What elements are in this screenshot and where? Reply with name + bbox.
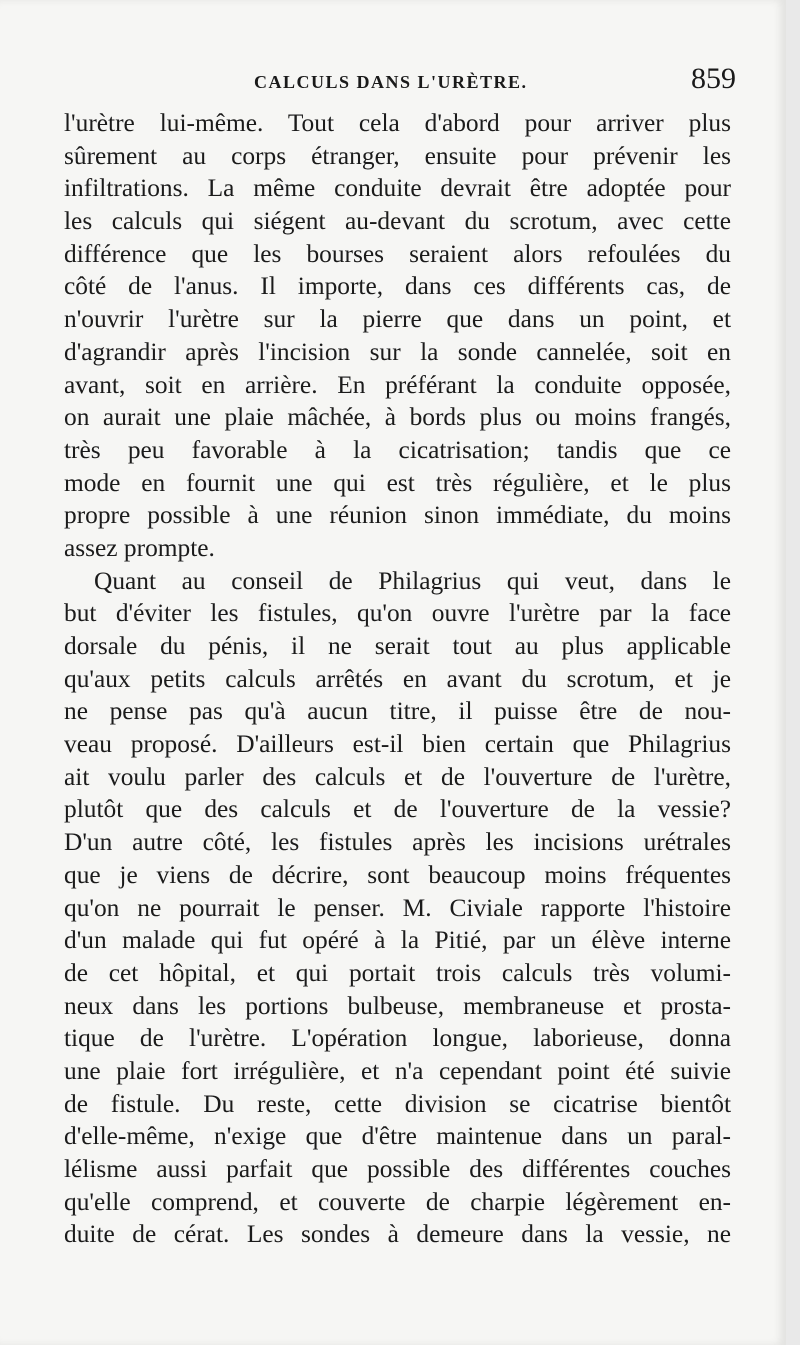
text-line: ne pense pas qu'à aucun titre, il puisse être de nou- — [64, 697, 731, 726]
text-line: les calculs qui siégent au-devant du scrotum, avec cette — [64, 207, 731, 236]
text-line: de fistule. Du reste, cette division se cicatrise bientôt — [64, 1089, 731, 1118]
text-line: but d'éviter les fistules, qu'on ouvre l'urètre par la face — [64, 599, 731, 628]
text-line: infiltrations. La même conduite devrait être adoptée pour — [64, 174, 731, 203]
text-line: qu'aux petits calculs arrêtés en avant du scrotum, et je — [64, 664, 731, 693]
text-line: propre possible à une réunion sinon immédiate, du moins — [64, 501, 731, 530]
page-header — [66, 62, 736, 102]
text-line: que je viens de décrire, sont beaucoup moins fréquentes — [64, 860, 731, 889]
text-line: côté de l'anus. Il importe, dans ces différents cas, de — [64, 272, 731, 301]
running-title: CALCULS DANS L'URÈTRE. — [254, 72, 528, 92]
text-line: qu'elle comprend, et couverte de charpie légèrement en- — [64, 1187, 731, 1216]
text-line: une plaie fort irrégulière, et n'a cependant point été suivie — [64, 1056, 731, 1085]
text-line: neux dans les portions bulbeuse, membraneuse et prosta- — [64, 991, 731, 1020]
text-line: sûrement au corps étranger, ensuite pour prévenir les — [64, 141, 731, 170]
text-line: dorsale du pénis, il ne serait tout au plus applicable — [64, 632, 731, 660]
body-text — [64, 107, 731, 1251]
text-line: veau proposé. D'ailleurs est-il bien certain que Philagrius — [64, 730, 731, 759]
text-line: avant, soit en arrière. En préférant la conduite opposée, — [64, 370, 731, 399]
text-line: qu'on ne pourrait le penser. M. Civiale rapporte l'histoire — [64, 893, 731, 922]
text-line: lélisme aussi parfait que possible des différentes couches — [64, 1155, 731, 1183]
text-line: tique de l'urètre. L'opération longue, laborieuse, donna — [64, 1024, 731, 1053]
paragraph-start-line: Quant au conseil de Philagrius qui veut, dans le — [94, 566, 731, 595]
text-line: mode en fournit une qui est très régulière, et le plus — [64, 468, 731, 497]
text-line: d'elle-même, n'exige que d'être maintenue dans un paral- — [64, 1122, 731, 1151]
text-line: l'urètre lui-même. Tout cela d'abord pour arriver plus — [64, 109, 731, 137]
text-line: duite de cérat. Les sondes à demeure dans la vessie, ne — [64, 1220, 731, 1249]
text-line: d'un malade qui fut opéré à la Pitié, par un élève interne — [64, 926, 731, 955]
text-line: d'agrandir après l'incision sur la sonde cannelée, soit en — [64, 337, 731, 366]
text-line: différence que les bourses seraient alors refoulées du — [64, 239, 731, 268]
text-line: plutôt que des calculs et de l'ouverture de la vessie? — [64, 795, 731, 824]
text-line: de cet hôpital, et qui portait trois calculs très volumi- — [64, 958, 731, 987]
paragraph-end-line: assez prompte. — [64, 533, 215, 562]
text-line: très peu favorable à la cicatrisation; tandis que ce — [64, 435, 731, 464]
text-line: on aurait une plaie mâchée, à bords plus ou moins frangés, — [64, 403, 731, 432]
text-line: n'ouvrir l'urètre sur la pierre que dans un point, et — [64, 305, 731, 334]
text-line: D'un autre côté, les fistules après les incisions urétrales — [64, 828, 731, 857]
text-line: ait voulu parler des calculs et de l'ouverture de l'urètre, — [64, 762, 731, 791]
page-number: 859 — [691, 62, 736, 95]
